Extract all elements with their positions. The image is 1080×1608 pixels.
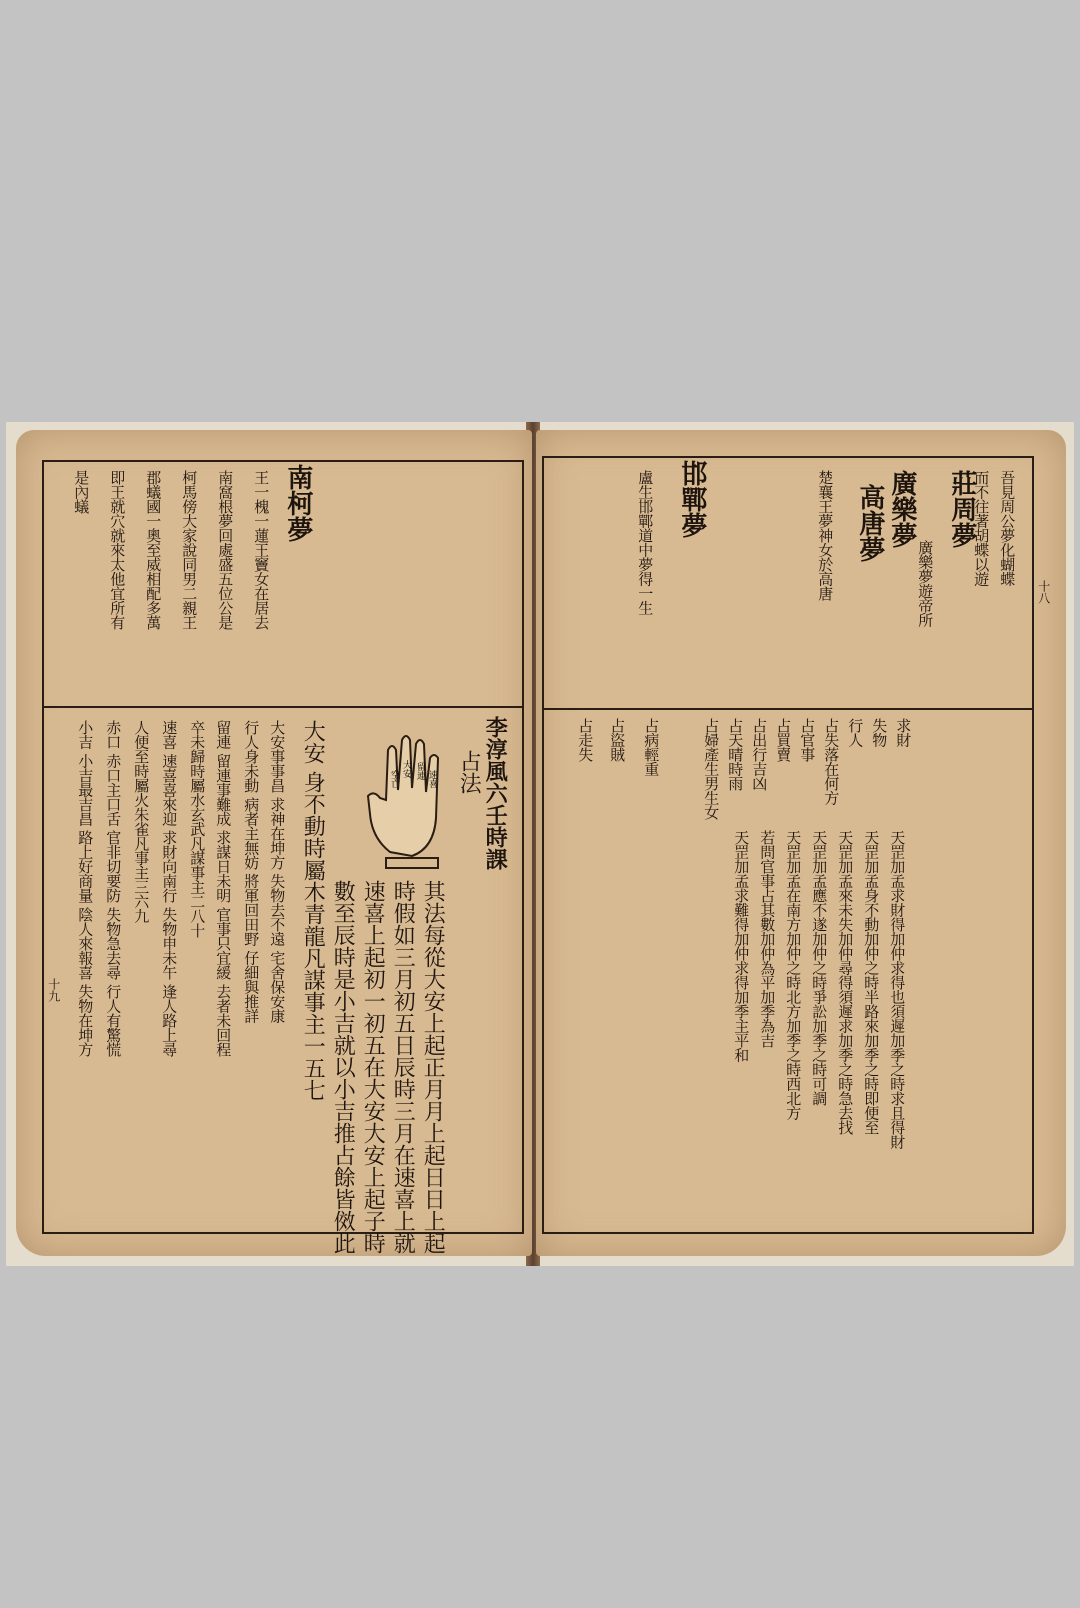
question-label: 占病輕重	[642, 718, 661, 776]
header-guangle-dream: 廣樂夢	[886, 470, 917, 548]
header-zhuangzhou-dream: 莊周夢	[946, 470, 977, 548]
verse-line: 時假如三月初五日辰時三月在速喜上就	[390, 880, 416, 1254]
right-page-divider	[542, 708, 1032, 710]
verse-line: 速喜 速喜喜來迎 求財向南行 失物申未午 逢人路上尋	[160, 720, 179, 1057]
verse-line: 數至辰時是小吉就以小吉推占餘皆傚此	[330, 880, 356, 1254]
question-label: 占盜賊	[608, 718, 627, 762]
question-label: 失物	[870, 718, 889, 747]
left-page	[16, 430, 532, 1256]
question-label: 占失落在何方	[822, 718, 841, 805]
right-page	[536, 430, 1066, 1256]
upper-text-line: 盧生邯鄲道中夢得一生	[636, 470, 655, 615]
book-photo	[6, 422, 1074, 1266]
upper-text-line: 柯馬傍大家說同男二親王	[180, 470, 199, 630]
verse-line: 天罡加孟求難得加仲求得加季主平和	[732, 830, 751, 1062]
upper-text-line: 南窩根夢回處盛五位公是	[216, 470, 235, 630]
section-subtitle: 占法	[456, 750, 482, 794]
verse-line: 卒未歸時屬水玄武凡謀事主二八十	[188, 720, 207, 938]
verse-line: 行人身未動 病者主無妨 將軍回田野 仔細與推詳	[242, 720, 261, 1023]
question-label: 占天晴時雨	[726, 718, 745, 791]
question-label: 占婦產生男生女	[702, 718, 721, 820]
verse-line: 大安事事昌 求神在坤方 失物去不遠 宅舍保安康	[268, 720, 287, 1023]
question-label: 占官事	[798, 718, 817, 762]
upper-text-line: 廣樂夢遊帝所	[916, 540, 935, 627]
question-label: 占走失	[576, 718, 595, 762]
upper-text-line: 王一槐一蓮王竇女在居去	[252, 470, 271, 630]
verse-line: 大安 身不動時屬木青龍凡謀事主一五七	[300, 720, 326, 1101]
verse-line: 人便至時屬火朱雀凡事主三六九	[132, 720, 151, 923]
verse-line: 天罡加孟身不動加仲之時半路來加季之時即便至	[862, 830, 881, 1135]
upper-text-line: 而不往著胡蝶以遊	[972, 470, 991, 586]
hand-label-daan: 大安	[401, 760, 411, 778]
upper-text-line: 吾見周公夢化蝴蝶	[998, 470, 1017, 586]
upper-text-line: 郡蟻國一奧至威相配多萬	[144, 470, 163, 630]
wrist-band	[386, 858, 438, 868]
upper-text-line: 是內蟻	[72, 470, 91, 514]
header-gaotang-dream: 高唐夢	[854, 484, 885, 562]
header-handan-dream: 邯鄲夢	[676, 460, 707, 538]
verse-line: 赤口 赤口主口舌 官非切要防 失物急去尋 行人有驚慌	[104, 720, 123, 1057]
hand-label-kongwang: 空亡	[389, 770, 399, 788]
left-page-divider	[42, 706, 522, 708]
upper-text-line: 楚襄王夢神女於高唐	[816, 470, 835, 601]
verse-line: 天罡加孟來未失加仲尋得須遲求加季之時急去找	[836, 830, 855, 1135]
verse-line: 若問官事占其數加仲為平加季為吉	[758, 830, 777, 1048]
verse-line: 天罡加孟求財得加仲求得也須遲加季之時求且得財	[888, 830, 907, 1149]
verse-line: 留連 留連事難成 求謀日未明 官事只宜緩 去者未回程	[214, 720, 233, 1057]
upper-text-line: 即王就穴就來太他宜所有	[108, 470, 127, 630]
question-label: 求財	[894, 718, 913, 747]
palm-diagram	[366, 730, 458, 872]
hand-label-liulian: 留連	[415, 762, 425, 780]
question-label: 占買賣	[774, 718, 793, 762]
verse-line: 速喜上起初一初五在大安大安上起子時	[360, 880, 386, 1254]
verse-line: 天罡加孟在南方加仲之時北方加季之時西北方	[784, 830, 803, 1120]
question-label: 占出行吉凶	[750, 718, 769, 791]
verse-line: 其法每從大安上起正月月上起日日上起	[420, 880, 446, 1254]
palm-outline	[368, 736, 438, 856]
question-label: 行人	[846, 718, 865, 747]
page-number-left: 十九	[46, 978, 61, 1002]
hand-label-suxi: 速喜	[427, 770, 437, 788]
header-nanke-dream: 南柯夢	[282, 464, 313, 542]
section-title: 李淳風六壬時課	[482, 716, 509, 870]
verse-line: 小吉 小吉最吉昌 路上好商量 陰人來報喜 失物在坤方	[76, 720, 95, 1057]
verse-line: 天罡加孟應不遂加仲之時爭訟加季之時可調	[810, 830, 829, 1106]
page-number-right: 十八	[1036, 580, 1051, 604]
